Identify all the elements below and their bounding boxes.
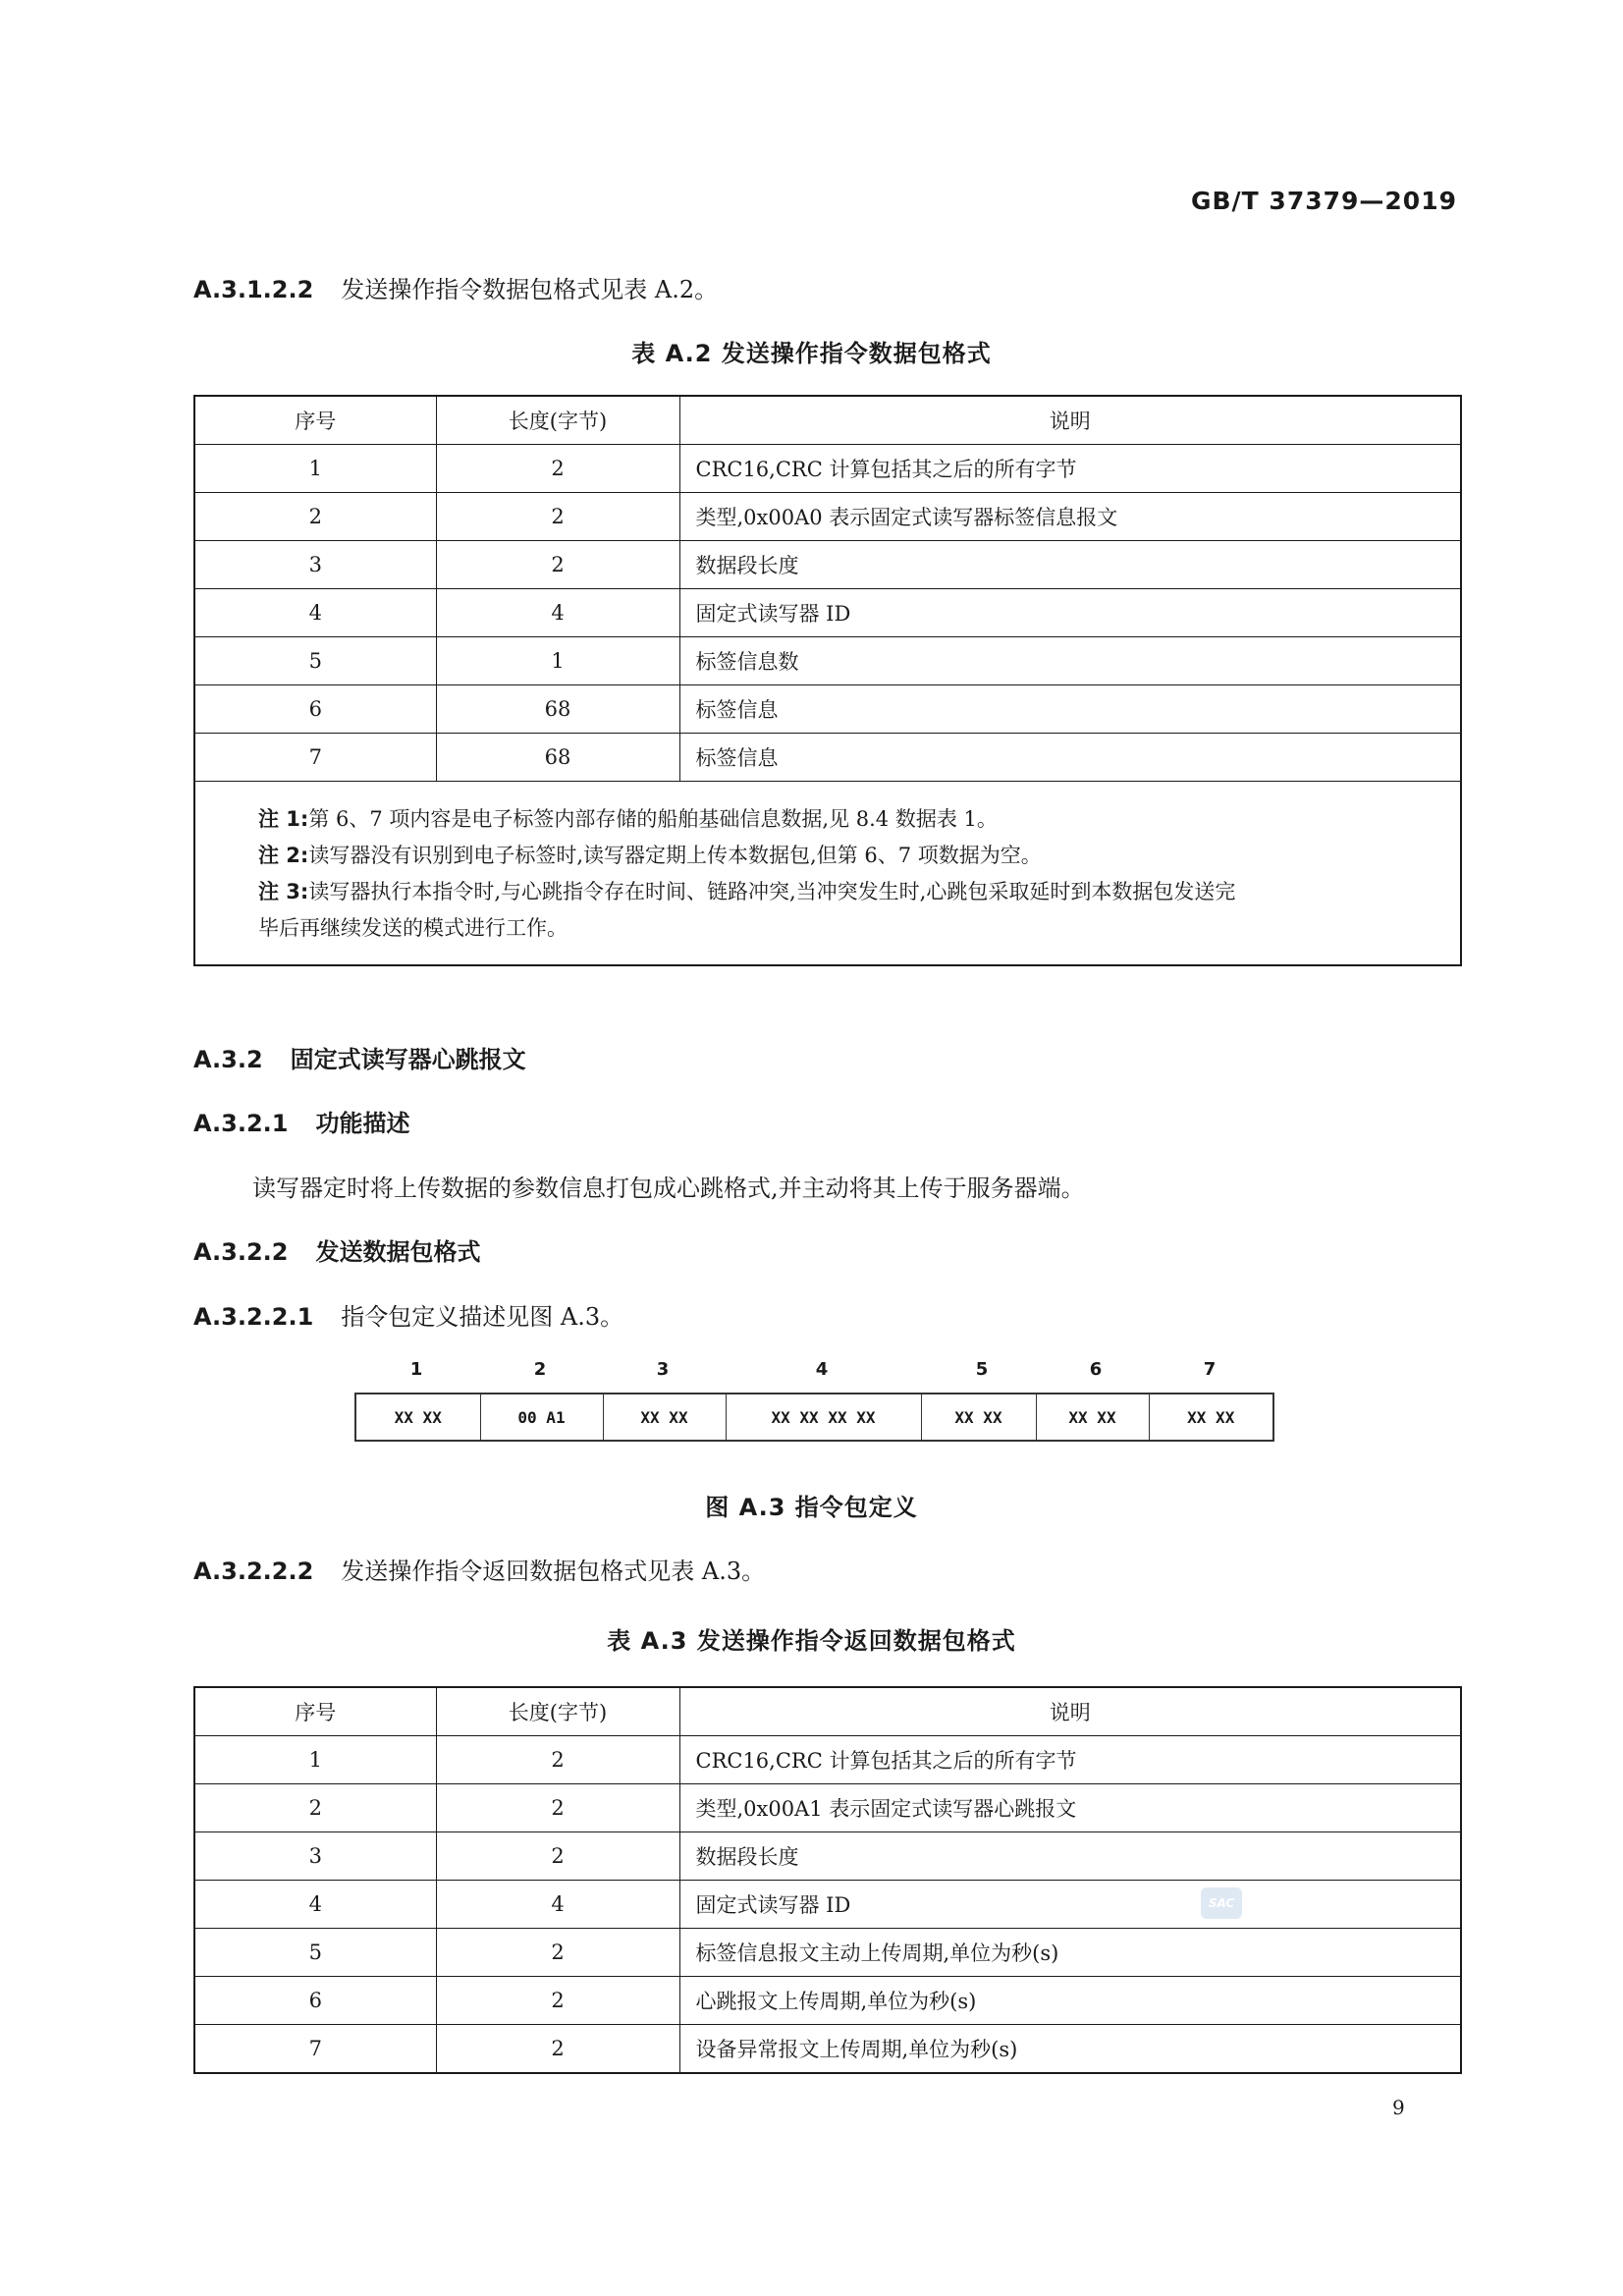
table-row xyxy=(194,1881,1461,1929)
field-number: 1 xyxy=(409,1359,423,1380)
table-row xyxy=(194,1832,1461,1881)
packet-field: XX XX xyxy=(1036,1394,1149,1441)
table-cell: 固定式读写器 ID xyxy=(679,1881,1461,1929)
table-cell: 标签信息数 xyxy=(679,637,1461,685)
table-cell: 3 xyxy=(194,1832,436,1881)
field-number: 4 xyxy=(815,1359,829,1380)
note-label: 注 1: xyxy=(258,807,309,831)
table-cell: 2 xyxy=(436,1929,679,1977)
table-cell: 5 xyxy=(194,637,436,685)
table-row xyxy=(194,1736,1461,1784)
table-row xyxy=(194,685,1461,734)
table-cell: 4 xyxy=(436,1881,679,1929)
section-a3221 xyxy=(193,1297,623,1332)
table-row xyxy=(194,2025,1461,2074)
section-text: 指令包定义描述见图 A.3。 xyxy=(341,1303,624,1331)
table-header-row xyxy=(194,1687,1461,1736)
table-cell: 7 xyxy=(194,734,436,782)
field-number: 6 xyxy=(1089,1359,1103,1380)
sac-watermark: SAC xyxy=(1201,1887,1242,1919)
header-cell: 序号 xyxy=(194,396,436,445)
table-header-row xyxy=(194,396,1461,445)
table-notes xyxy=(194,782,1461,966)
packet-field: XX XX XX XX xyxy=(726,1394,921,1441)
section-text: 发送操作指令数据包格式见表 A.2。 xyxy=(341,276,719,303)
table-cell: 标签信息 xyxy=(679,734,1461,782)
note-label: 注 3: xyxy=(258,880,309,903)
field-number: 7 xyxy=(1203,1359,1217,1380)
note-text: 读写器执行本指令时,与心跳指令存在时间、链路冲突,当冲突发生时,心跳包采取延时到本数据包发送完 xyxy=(308,880,1236,903)
table-cell: 2 xyxy=(436,1977,679,2025)
packet-field: XX XX xyxy=(921,1394,1036,1441)
table-cell: 2 xyxy=(436,1832,679,1881)
table-cell: 1 xyxy=(194,445,436,493)
figure-a3-packet xyxy=(354,1393,1274,1442)
table-row xyxy=(194,589,1461,637)
table-row xyxy=(194,734,1461,782)
table-row xyxy=(194,541,1461,589)
table-cell: 1 xyxy=(436,637,679,685)
section-a321 xyxy=(193,1104,409,1138)
table-row xyxy=(194,1977,1461,2025)
table-cell: 2 xyxy=(436,445,679,493)
table-cell: 4 xyxy=(194,1881,436,1929)
table-cell: 标签信息报文主动上传周期,单位为秒(s) xyxy=(679,1929,1461,1977)
note-1 xyxy=(258,801,1444,838)
table-cell: 心跳报文上传周期,单位为秒(s) xyxy=(679,1977,1461,2025)
table-cell: 2 xyxy=(436,493,679,541)
table-cell: 2 xyxy=(194,493,436,541)
field-number: 3 xyxy=(656,1359,670,1380)
section-number: A.3.2 xyxy=(193,1046,263,1073)
note-2 xyxy=(258,838,1444,874)
table-cell: 7 xyxy=(194,2025,436,2074)
table-cell: CRC16,CRC 计算包括其之后的所有字节 xyxy=(679,1736,1461,1784)
table-cell: 6 xyxy=(194,1977,436,2025)
packet-field: XX XX xyxy=(355,1394,480,1441)
table-cell: 固定式读写器 ID xyxy=(679,589,1461,637)
page-number: 9 xyxy=(1392,2096,1405,2119)
table-a2 xyxy=(193,395,1462,966)
table-row xyxy=(194,1784,1461,1832)
header-cell: 说明 xyxy=(679,396,1461,445)
note-text: 读写器没有识别到电子标签时,读写器定期上传本数据包,但第 6、7 项数据为空。 xyxy=(308,844,1042,867)
note-text: 第 6、7 项内容是电子标签内部存储的船舶基础信息数据,见 8.4 数据表 1。 xyxy=(308,807,998,831)
section-text: 发送操作指令返回数据包格式见表 A.3。 xyxy=(341,1558,766,1585)
header-cell: 长度(字节) xyxy=(436,1687,679,1736)
table-cell: 1 xyxy=(194,1736,436,1784)
section-title: 发送数据包格式 xyxy=(315,1238,481,1266)
table-cell: 6 xyxy=(194,685,436,734)
table-a2-caption: 表 A.2 发送操作指令数据包格式 xyxy=(631,340,992,367)
section-a32 xyxy=(193,1040,526,1074)
table-cell: 类型,0x00A1 表示固定式读写器心跳报文 xyxy=(679,1784,1461,1832)
table-cell: 类型,0x00A0 表示固定式读写器标签信息报文 xyxy=(679,493,1461,541)
field-number: 5 xyxy=(975,1359,989,1380)
table-cell: 数据段长度 xyxy=(679,1832,1461,1881)
section-a3122 xyxy=(193,270,718,304)
table-row xyxy=(194,1929,1461,1977)
table-cell: 3 xyxy=(194,541,436,589)
table-cell: 2 xyxy=(436,2025,679,2074)
section-number: A.3.2.2.2 xyxy=(193,1558,314,1585)
table-cell: 4 xyxy=(436,589,679,637)
table-row xyxy=(194,445,1461,493)
standard-number: GB/T 37379—2019 xyxy=(1190,187,1457,215)
figure-a3-field-numbers xyxy=(354,1359,1272,1389)
note-3-continuation: 毕后再继续发送的模式进行工作。 xyxy=(258,916,568,940)
table-cell: 2 xyxy=(436,541,679,589)
packet-row xyxy=(355,1394,1273,1441)
packet-field: 00 A1 xyxy=(480,1394,603,1441)
table-cell: 数据段长度 xyxy=(679,541,1461,589)
section-number: A.3.2.1 xyxy=(193,1110,289,1137)
note-3 xyxy=(258,874,1444,910)
table-notes-row xyxy=(194,782,1461,966)
header-cell: 序号 xyxy=(194,1687,436,1736)
table-cell: 2 xyxy=(436,1736,679,1784)
table-cell: 2 xyxy=(194,1784,436,1832)
packet-field: XX XX xyxy=(603,1394,726,1441)
table-a3 xyxy=(193,1686,1462,2074)
field-number: 2 xyxy=(533,1359,547,1380)
table-cell: 5 xyxy=(194,1929,436,1977)
packet-field: XX XX xyxy=(1149,1394,1273,1441)
table-row xyxy=(194,493,1461,541)
note-label: 注 2: xyxy=(258,844,309,867)
paragraph: 读写器定时将上传数据的参数信息打包成心跳格式,并主动将其上传于服务器端。 xyxy=(252,1175,1085,1202)
section-number: A.3.1.2.2 xyxy=(193,276,314,303)
table-cell: 2 xyxy=(436,1784,679,1832)
table-row xyxy=(194,637,1461,685)
table-cell: 设备异常报文上传周期,单位为秒(s) xyxy=(679,2025,1461,2074)
figure-a3-caption: 图 A.3 指令包定义 xyxy=(705,1494,918,1521)
table-cell: 68 xyxy=(436,685,679,734)
header-cell: 说明 xyxy=(679,1687,1461,1736)
section-number: A.3.2.2.1 xyxy=(193,1303,314,1331)
table-cell: 4 xyxy=(194,589,436,637)
table-cell: 68 xyxy=(436,734,679,782)
section-number: A.3.2.2 xyxy=(193,1238,289,1266)
table-a3-caption: 表 A.3 发送操作指令返回数据包格式 xyxy=(607,1627,1016,1655)
header-cell: 长度(字节) xyxy=(436,396,679,445)
section-a3222 xyxy=(193,1552,765,1586)
table-cell: CRC16,CRC 计算包括其之后的所有字节 xyxy=(679,445,1461,493)
section-title: 固定式读写器心跳报文 xyxy=(290,1046,526,1073)
section-a322 xyxy=(193,1232,480,1267)
table-cell: 标签信息 xyxy=(679,685,1461,734)
section-title: 功能描述 xyxy=(315,1110,410,1137)
